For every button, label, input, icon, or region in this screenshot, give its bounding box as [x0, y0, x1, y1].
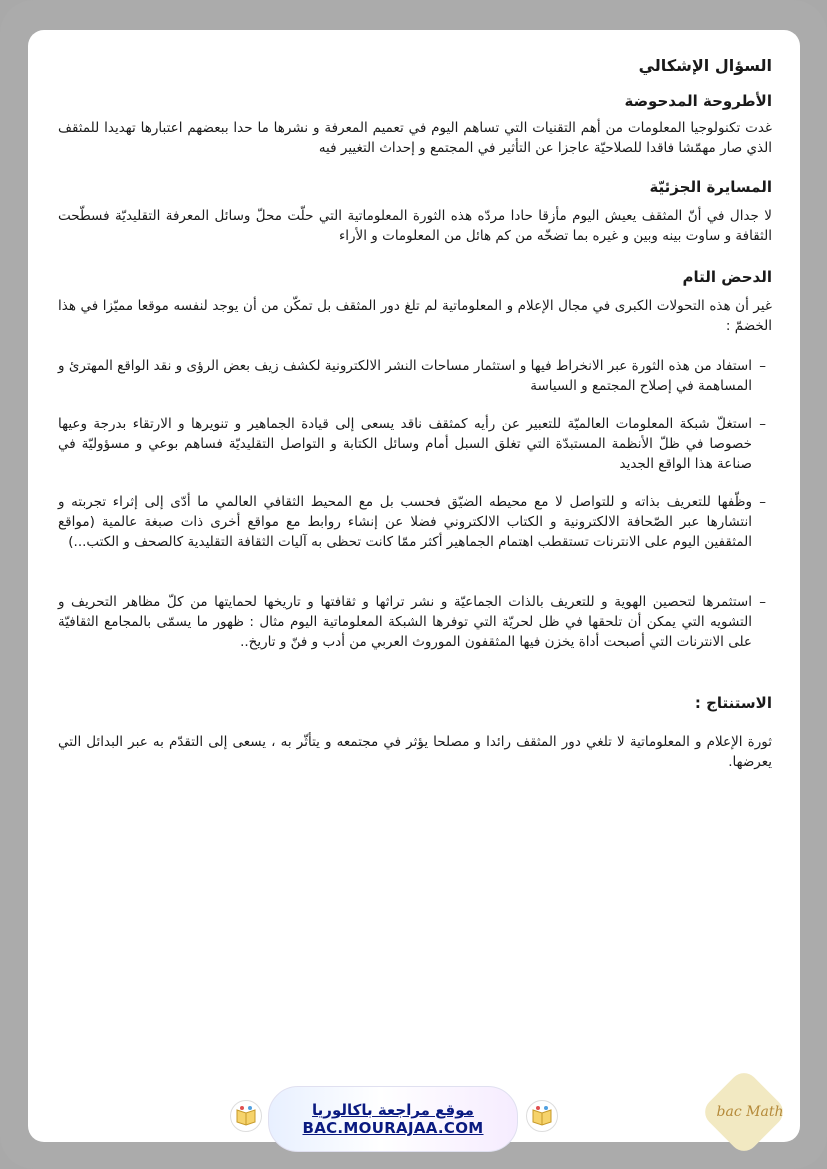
section-heading-refuted-thesis: الأطروحة المدحوضة [624, 92, 772, 110]
bac-math-logo-text: bac Math [716, 1104, 784, 1120]
list-bullet: – [759, 594, 766, 610]
section-heading-full-refutation: الدحض التام [682, 268, 772, 286]
book-icon [230, 1100, 262, 1132]
list-bullet: – [759, 416, 766, 432]
document-page [28, 30, 800, 1142]
conclusion-heading: الاستنتاج : [694, 694, 772, 712]
book-icon [526, 1100, 558, 1132]
list-item-text: وظّفها للتعريف بذاته و للتواصل لا مع محيطه الضيّق فحسب بل مع المحيط الثقافي العالمي ما أدّى إلى إثراء تجربته و انتشارها عبر الصّحافة الالكترونية و الكتاب الالكتروني فضلا عن إنشاء روابط مع مواقع أخرى ذات صبغة عالمية (مواقع المثقفين اليوم على الانترنات تستقطب اهتمام الجماهير أكثر ممّا كانت تحظى به آليات الثقافة التقليدية كالصحف و الكتب...) [58, 494, 752, 550]
site-url-link[interactable]: BAC.MOURAJAA.COM [302, 1119, 484, 1137]
list-item [58, 492, 766, 552]
list-bullet: – [759, 494, 766, 510]
section-paragraph-refuted-thesis: غدت تكنولوجيا المعلومات من أهم التقنيات التي تساهم اليوم في تعميم المعرفة و نشرها ما حدا ببعضهم اعتبارها تهديدا للمثقف الذي صار مهمّشا فاقدا للصلاحيّة عاجزا عن التأثير في المجتمع و إحداث التغيير فيه [58, 120, 772, 156]
list-bullet: – [759, 358, 766, 374]
section-paragraph-partial-agreement: لا جدال في أنّ المثقف يعيش اليوم مأزقا حادا مردّه هذه الثورة المعلوماتية التي حلّت محلّ وسائل المعرفة التقليديّة فسطّحت الثقافة و ساوت بينه وبين و غيره بما تضخّه من كم هائل من المعلومات و الأراء [58, 208, 772, 244]
list-item-text: استغلّ شبكة المعلومات العالميّة للتعبير عن رأيه كمثقف ناقد يسعى إلى قيادة الجماهير و تنويرها و الارتقاء بدرجة وعيها خصوصا في ظلّ الأنظمة المستبدّة التي تغلق السبل أمام وسائل الكتابة و التواصل التقليديّة فساهم بوعي و مسؤوليّة في صناعة هذا الواقع الجديد [58, 416, 752, 472]
top-heading: السؤال الإشكالي [638, 56, 772, 75]
conclusion-paragraph: ثورة الإعلام و المعلوماتية لا تلغي دور المثقف رائدا و مصلحا يؤثر في مجتمعه و يتأثّر به ، يسعى إلى التقدّم به عبر البدائل التي يعرضها. [58, 734, 772, 770]
list-item [58, 356, 766, 396]
list-item [58, 592, 766, 652]
list-item-text: استفاد من هذه الثورة عبر الانخراط فيها و استثمار مساحات النشر الالكترونية لكشف زيف بعض الرؤى و نقد الواقع المهترئ و المساهمة في إصلاح المجتمع و السياسة [58, 358, 752, 394]
site-banner[interactable] [268, 1086, 518, 1152]
list-item [58, 414, 766, 474]
section-paragraph-full-refutation: غير أن هذه التحولات الكبرى في مجال الإعلام و المعلوماتية لم تلغ دور المثقف بل تمكّن من أن يوجد لنفسه موقعا مميّزا في هذا الخضمّ : [58, 298, 772, 334]
site-name-arabic[interactable]: موقع مراجعة باكالوريا [312, 1101, 474, 1119]
section-heading-partial-agreement: المسايرة الجزئيّة [649, 178, 772, 196]
list-item-text: استثمرها لتحصين الهوية و للتعريف بالذات الجماعيّة و نشر تراثها و ثقافتها و تاريخها لحمايتها من كلّ مظاهر التحريف و التشويه التي يمكن أن تلحقها في ظل لحريّة التي توفرها الشبكة المعلوماتية اليوم مثال : ظهور ما يسمّى بالمجامع الثقافيّة على الانترنات التي أصبحت أداة يخزن فيها المثقفون الموروث العربي من أدب و فنّ و تاريخ.. [58, 594, 752, 650]
